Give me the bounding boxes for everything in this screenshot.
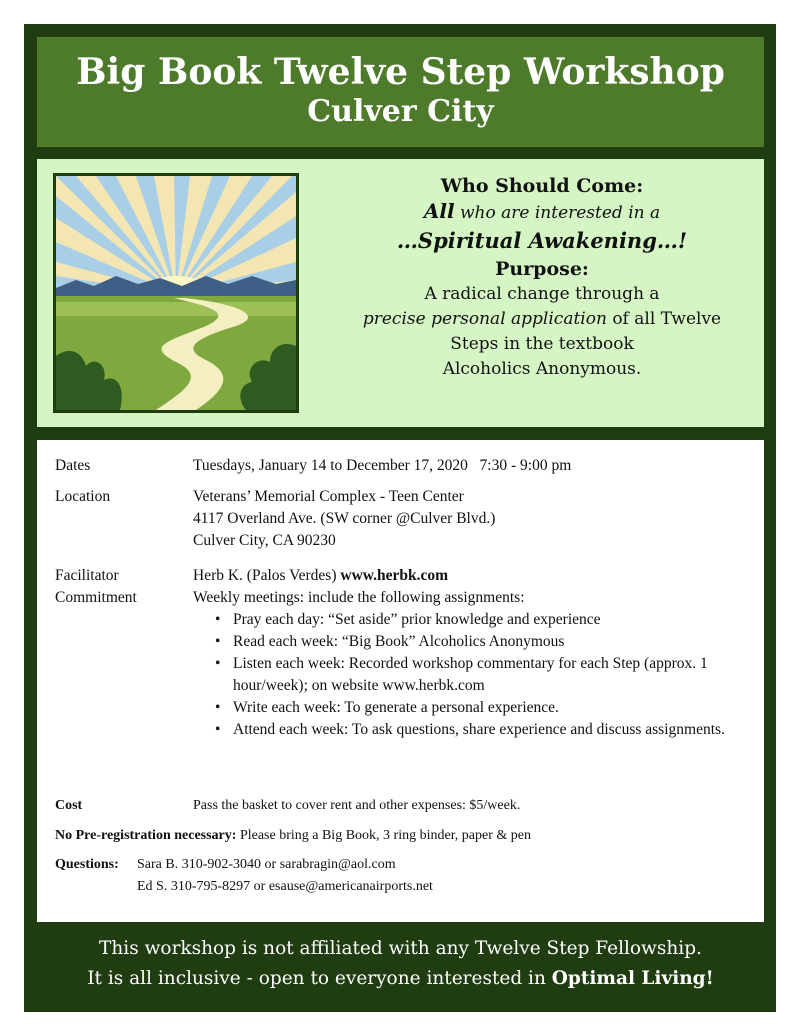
footer-line-1: This workshop is not affiliated with any Twelve Step Fellowship. bbox=[99, 938, 702, 959]
facilitator-label: Facilitator bbox=[55, 567, 119, 584]
who-heading: Who Should Come: bbox=[440, 175, 644, 197]
details-panel bbox=[37, 440, 764, 922]
dates-value: Tuesdays, January 14 to December 17, 2020 7:30 - 9:00 pm bbox=[193, 457, 572, 474]
purpose-rest: of all Twelve bbox=[606, 309, 722, 329]
list-item: • Write each week: To generate a personal experience. bbox=[193, 697, 753, 719]
sunrise-path-landscape-icon bbox=[53, 173, 299, 413]
assignment-list bbox=[193, 609, 753, 741]
location-line: Culver City, CA 90230 bbox=[193, 532, 336, 549]
location-line: Veterans’ Memorial Complex - Teen Center bbox=[193, 488, 464, 505]
location-value bbox=[193, 486, 753, 552]
who-rest: who are interested in a bbox=[454, 203, 661, 223]
dates-label: Dates bbox=[55, 457, 91, 474]
list-item: • Attend each week: To ask questions, share experience and discuss assignments. bbox=[193, 719, 753, 741]
facilitator-value bbox=[193, 565, 753, 741]
contact-line: Sara B. 310-902-3040 or sarabragin@aol.com bbox=[137, 857, 396, 872]
title-banner bbox=[37, 37, 764, 147]
page-subtitle: Culver City bbox=[307, 94, 494, 129]
purpose-italic: precise personal application bbox=[362, 309, 607, 329]
facilitator-labels bbox=[55, 565, 195, 609]
location-line: 4117 Overland Ave. (SW corner @Culver Blvd.) bbox=[193, 510, 496, 527]
awakening-line: …Spiritual Awakening…! bbox=[396, 228, 688, 253]
purpose-line-4: Alcoholics Anonymous. bbox=[442, 359, 642, 379]
list-item: • Read each week: “Big Book” Alcoholics Anonymous bbox=[193, 631, 753, 653]
who-all: All bbox=[423, 199, 455, 223]
commitment-intro: Weekly meetings: include the following assignments: bbox=[193, 589, 525, 606]
prereg-row bbox=[55, 825, 745, 847]
location-label: Location bbox=[55, 488, 111, 505]
contacts bbox=[137, 854, 737, 898]
hero-text bbox=[327, 173, 757, 382]
facilitator-name: Herb K. (Palos Verdes) bbox=[193, 567, 341, 584]
questions-label: Questions: bbox=[55, 857, 119, 872]
commitment-label: Commitment bbox=[55, 589, 137, 606]
footer-highlight: Optimal Living! bbox=[551, 968, 714, 989]
footer-line-2 bbox=[37, 964, 764, 994]
purpose-line-2 bbox=[327, 307, 757, 332]
contact-line: Ed S. 310-795-8297 or esause@americanairports.net bbox=[137, 879, 433, 894]
cost-value: Pass the basket to cover rent and other expenses: $5/week. bbox=[193, 798, 521, 813]
facilitator-website-link[interactable]: www.herbk.com bbox=[340, 567, 449, 584]
list-item: • Pray each day: “Set aside” prior knowledge and experience bbox=[193, 609, 753, 631]
footer-banner bbox=[37, 934, 764, 1000]
cost-label: Cost bbox=[55, 798, 83, 813]
prereg-value: Please bring a Big Book, 3 ring binder, paper & pen bbox=[236, 828, 531, 843]
purpose-heading: Purpose: bbox=[495, 258, 589, 280]
purpose-line-3: Steps in the textbook bbox=[450, 334, 634, 354]
who-line bbox=[327, 199, 757, 226]
page-title: Big Book Twelve Step Workshop bbox=[76, 51, 725, 93]
footer-line-2-text: It is all inclusive - open to everyone interested in bbox=[87, 968, 552, 989]
facilitator-line bbox=[193, 565, 753, 587]
purpose-line-1: A radical change through a bbox=[424, 284, 660, 304]
hero-panel bbox=[37, 159, 764, 427]
list-item: • Listen each week: Recorded workshop commentary for each Step (approx. 1 hour/week); on website www.herbk.com bbox=[193, 653, 753, 697]
prereg-label: No Pre-registration necessary: bbox=[55, 828, 237, 843]
